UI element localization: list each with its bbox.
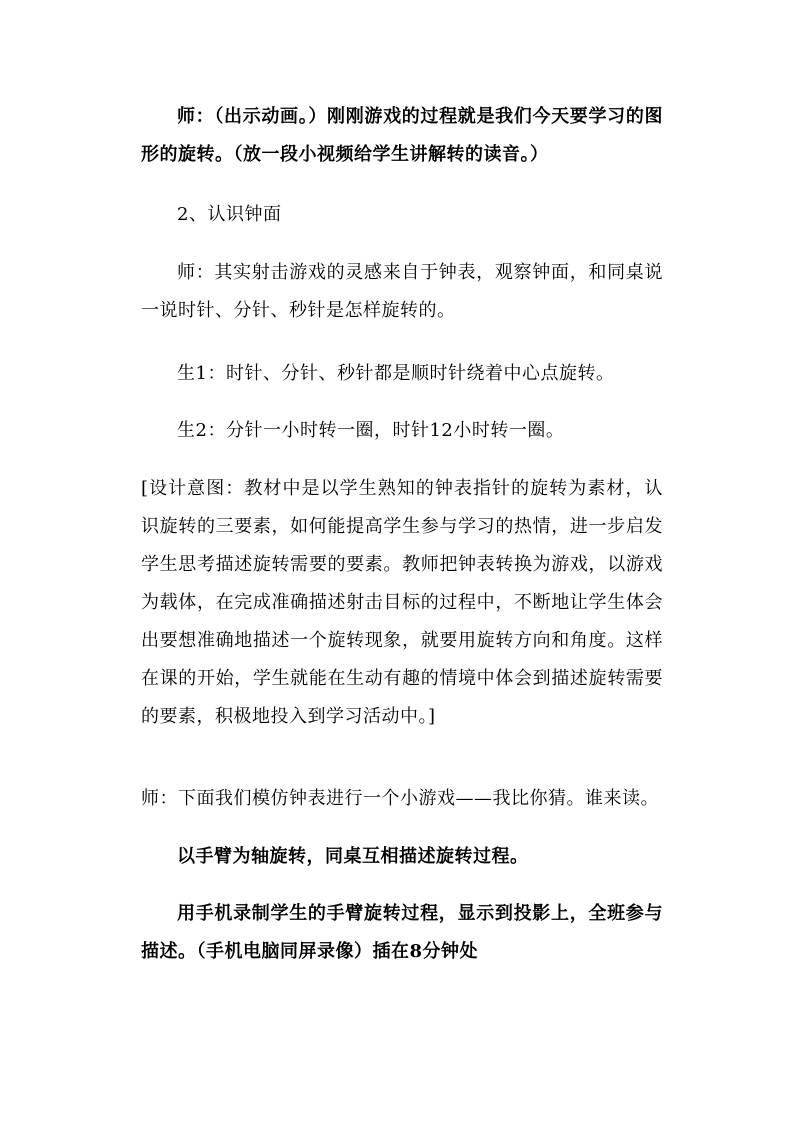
section-heading-clock-face: 2、认识钟面 [177,204,282,225]
paragraph-phone-recording: 用手机录制学生的手臂旋转过程，显示到投影上，全班参与描述。（手机电脑同屏录像）插在8分钟处 [141,903,663,962]
paragraph-teacher-game: 师：下面我们模仿钟表进行一个小游戏——我比你猜。谁来读。 [141,788,659,809]
paragraph-student-2: 生2：分针一小时转一圈，时针12小时转一圈。 [177,420,565,441]
paragraph-teacher-animation: 师：（出示动画。）刚刚游戏的过程就是我们今天要学习的图形的旋转。（放一段小视频给学生讲解转的读音。） [141,106,663,165]
paragraph-student-1: 生1：时针、分针、秒针都是顺时针绕着中心点旋转。 [177,363,615,384]
paragraph-teacher-clock: 师：其实射击游戏的灵感来自于钟表，观察钟面，和同桌说一说时针、分针、秒针是怎样旋转的。 [141,262,663,321]
paragraph-design-intent: [设计意图：教材中是以学生熟知的钟表指针的旋转为素材，认识旋转的三要素，如何能提高学生参与学习的热情，进一步启发学生思考描述旋转需要的要素。教师把钟表转换为游戏，以游戏为载体，在完成准确描述射击目标的过程中，不断地让学生体会出要想准确地描述一个旋转现象，就要用旋转方向和角度。这样在课的开始，学生就能在生动有趣的情境中体会到描述旋转需要的要素，积极地投入到学习活动中。] [141,478,663,727]
paragraph-arm-rotation: 以手臂为轴旋转，同桌互相描述旋转过程。 [177,846,529,867]
